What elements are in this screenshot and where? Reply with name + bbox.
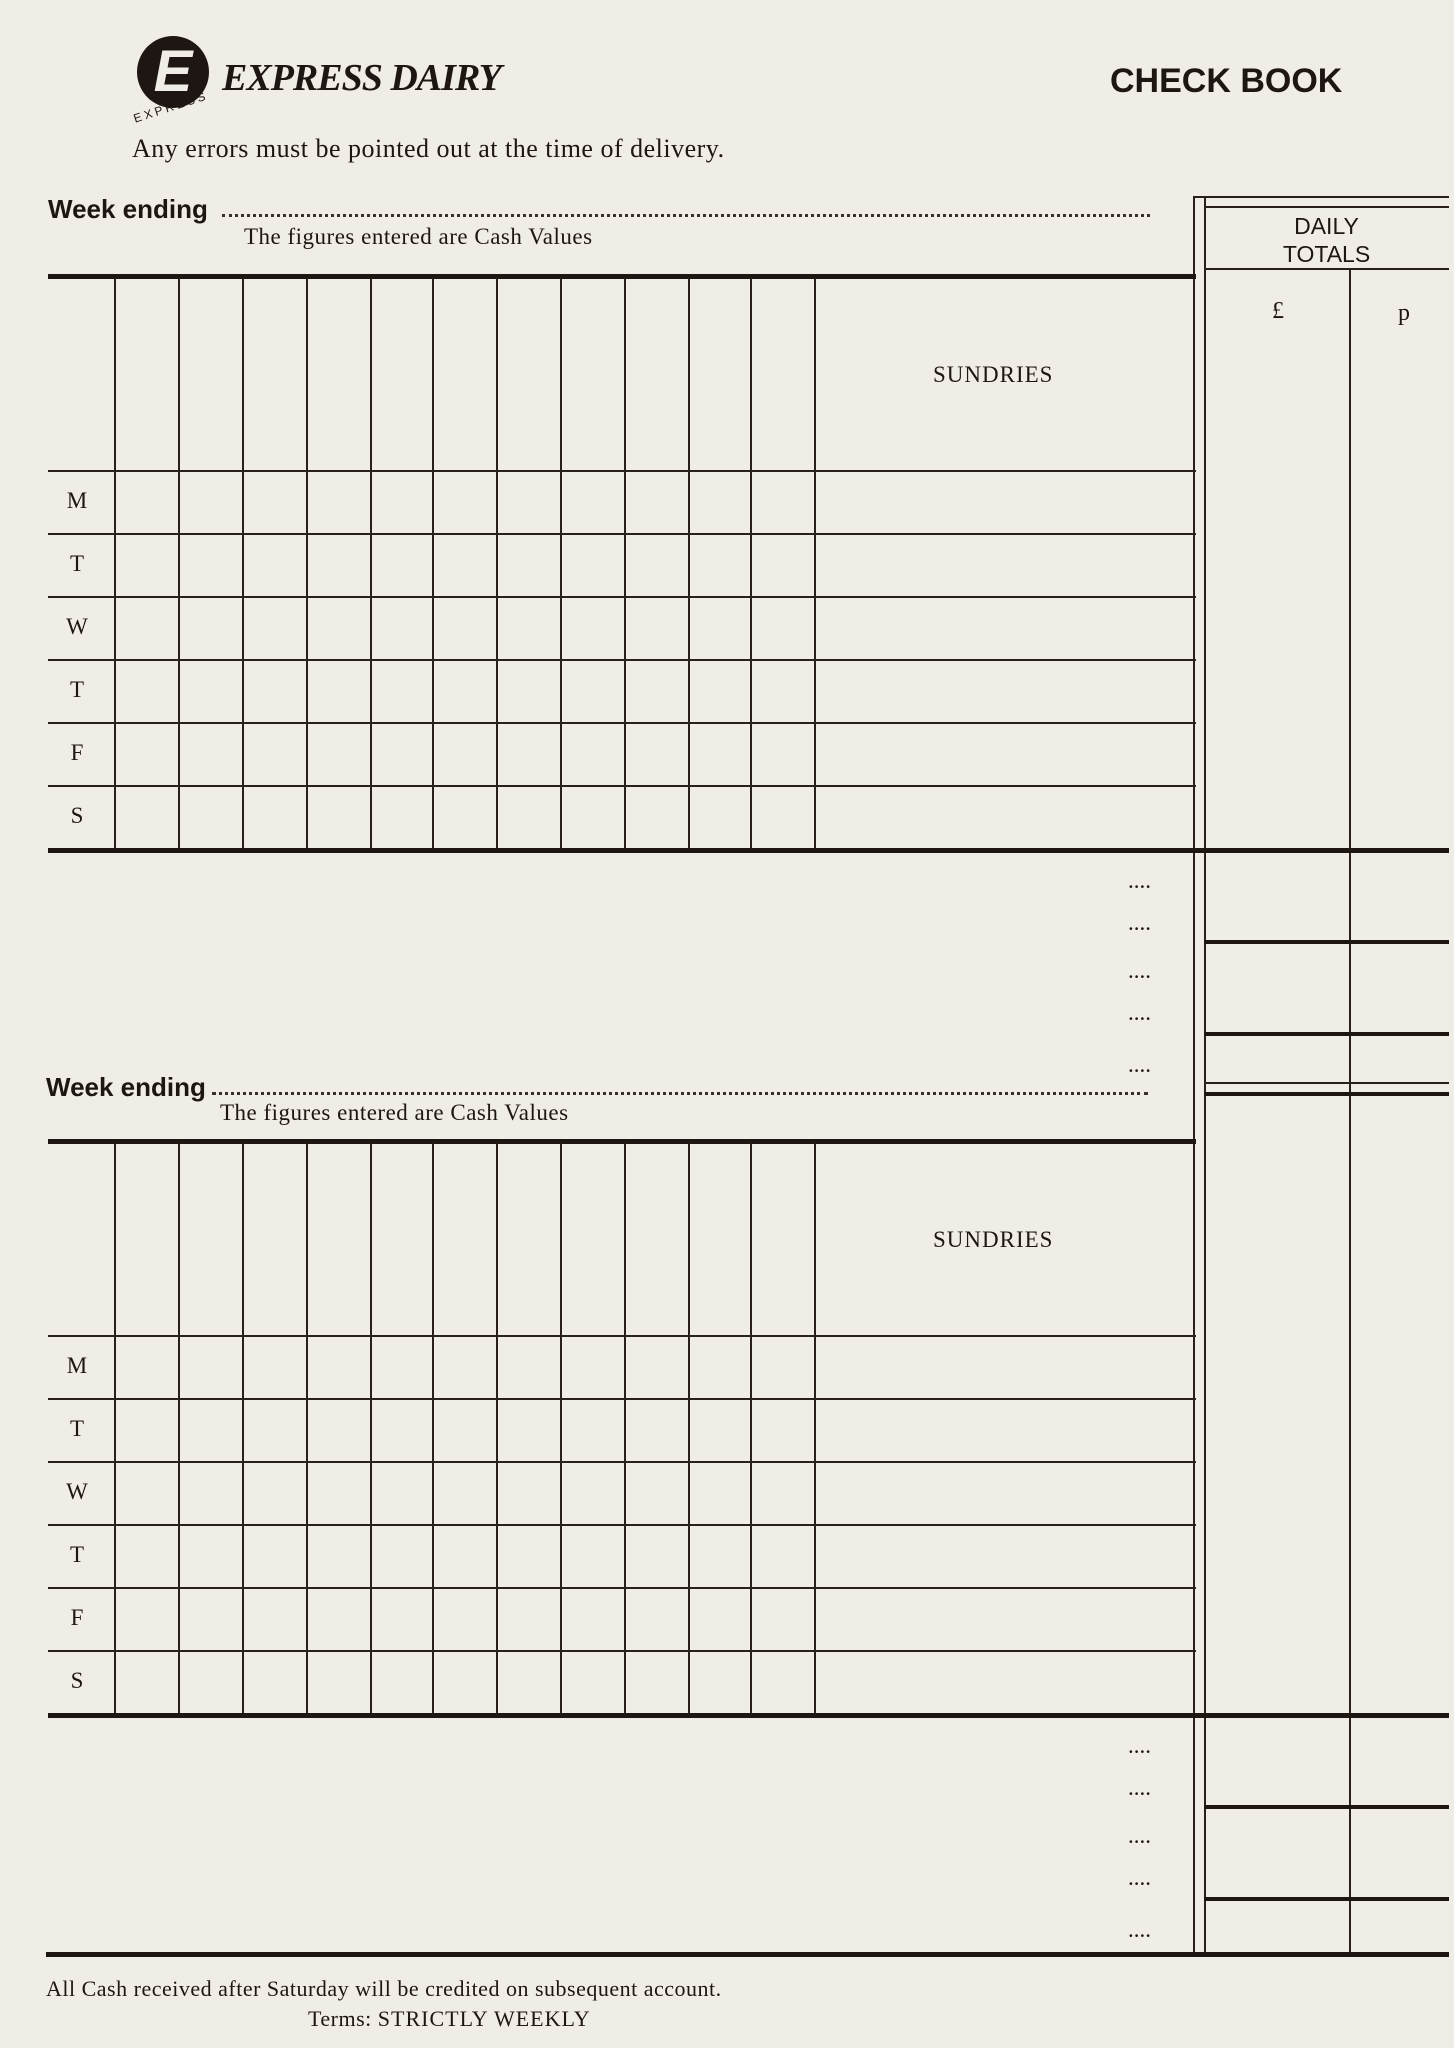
entry-cell[interactable] (560, 659, 624, 722)
daily-totals-column (1193, 196, 1449, 1956)
entry-cell[interactable] (432, 1335, 496, 1398)
entry-cell[interactable] (242, 1398, 306, 1461)
day-label-t: T (69, 1416, 85, 1441)
entry-cell[interactable] (306, 1524, 370, 1587)
entry-cell[interactable] (432, 470, 496, 533)
delivery-notice: Any errors must be pointed out at the time of delivery. (132, 134, 725, 163)
entry-cell[interactable] (496, 596, 560, 659)
pounds-pence-divider (1349, 268, 1351, 1956)
entry-cell[interactable] (624, 470, 688, 533)
entry-cell[interactable] (432, 722, 496, 785)
balance-owing-rule (1204, 1092, 1449, 1096)
entry-cell[interactable] (370, 785, 432, 848)
terms-label: Terms: (308, 2006, 372, 2031)
entry-cell[interactable] (496, 1461, 560, 1524)
entry-cell[interactable] (370, 533, 432, 596)
entry-cell[interactable] (814, 659, 1196, 722)
entry-cell[interactable] (242, 1587, 306, 1650)
entry-cell[interactable] (306, 785, 370, 848)
entry-cell[interactable] (432, 596, 496, 659)
entry-cell[interactable] (242, 1650, 306, 1713)
entry-cell[interactable] (496, 533, 560, 596)
entry-cell[interactable] (560, 1650, 624, 1713)
entry-cell[interactable] (306, 659, 370, 722)
entry-cell[interactable] (814, 1398, 1196, 1461)
entry-cell[interactable] (370, 1587, 432, 1650)
entry-cell[interactable] (750, 722, 814, 785)
entry-cell[interactable] (496, 1335, 560, 1398)
entry-cell[interactable] (814, 1524, 1196, 1587)
week-ending-field-1[interactable] (222, 214, 1150, 217)
entry-cell[interactable] (306, 722, 370, 785)
entry-cell[interactable] (432, 1587, 496, 1650)
pounds-symbol: £ (1272, 298, 1284, 324)
summary-rule-paid (1204, 1032, 1449, 1036)
entry-cell[interactable] (624, 722, 688, 785)
entry-cell[interactable] (370, 1650, 432, 1713)
entry-cell[interactable] (560, 1398, 624, 1461)
entry-cell[interactable] (624, 659, 688, 722)
entry-cell[interactable] (560, 1461, 624, 1524)
entry-cell[interactable] (114, 659, 178, 722)
entry-cell[interactable] (814, 470, 1196, 533)
entry-cell[interactable] (750, 1650, 814, 1713)
entry-cell[interactable] (560, 596, 624, 659)
entry-cell[interactable] (750, 1398, 814, 1461)
entry-cell[interactable] (624, 596, 688, 659)
footer-terms (308, 2006, 591, 2032)
entry-cell[interactable] (688, 1650, 750, 1713)
page-bottom-rule (46, 1952, 1449, 1957)
entry-cell[interactable] (306, 1398, 370, 1461)
entry-cell[interactable] (370, 1398, 432, 1461)
summary-leader: .... (1128, 1917, 1151, 1942)
entry-cell[interactable] (242, 722, 306, 785)
daily-totals-line1: DAILY (1294, 213, 1359, 239)
entry-cell[interactable] (114, 533, 178, 596)
entry-cell[interactable] (242, 470, 306, 533)
entry-cell[interactable] (688, 659, 750, 722)
entry-cell[interactable] (814, 785, 1196, 848)
entry-cell[interactable] (688, 1587, 750, 1650)
entry-cell[interactable] (814, 1587, 1196, 1650)
day-label-t: T (69, 677, 85, 702)
entry-cell[interactable] (114, 1461, 178, 1524)
entry-cell[interactable] (242, 659, 306, 722)
day-label-t: T (69, 551, 85, 576)
summary-leader: .... (1128, 1775, 1151, 1800)
entry-cell[interactable] (750, 785, 814, 848)
entry-cell[interactable] (496, 722, 560, 785)
entry-cell[interactable] (750, 1587, 814, 1650)
daily-totals-left-border-inner (1204, 196, 1206, 1956)
entry-cell[interactable] (114, 1398, 178, 1461)
cash-values-note-2: The figures entered are Cash Values (220, 1100, 569, 1125)
entry-cell[interactable] (624, 1335, 688, 1398)
day-label-t: T (69, 1542, 85, 1567)
entry-cell[interactable] (814, 533, 1196, 596)
day-label-w: W (66, 1479, 88, 1504)
entry-cell[interactable] (750, 596, 814, 659)
entry-cell[interactable] (624, 1524, 688, 1587)
entry-cell[interactable] (242, 596, 306, 659)
entry-cell[interactable] (242, 1461, 306, 1524)
entry-cell[interactable] (688, 722, 750, 785)
entry-cell[interactable] (624, 1587, 688, 1650)
entry-cell[interactable] (178, 1398, 242, 1461)
daily-totals-heading (1204, 212, 1449, 268)
daily-totals-head-divider (1204, 268, 1449, 270)
daily-totals-top-border-inner (1204, 206, 1449, 208)
logo-small-text: EXPRESS (131, 88, 210, 126)
entry-cell[interactable] (496, 470, 560, 533)
entry-cell[interactable] (750, 1461, 814, 1524)
entry-cell[interactable] (624, 533, 688, 596)
entry-cell[interactable] (242, 1524, 306, 1587)
week-ending-field-2[interactable] (212, 1092, 1148, 1095)
entry-cell[interactable] (624, 1398, 688, 1461)
day-label-s: S (70, 1668, 84, 1693)
entry-cell[interactable] (178, 1335, 242, 1398)
entry-cell[interactable] (114, 1587, 178, 1650)
entry-cell[interactable] (432, 1461, 496, 1524)
entry-cell[interactable] (688, 470, 750, 533)
entry-cell[interactable] (370, 722, 432, 785)
entry-cell[interactable] (496, 659, 560, 722)
daily-totals-top-border (1193, 196, 1449, 198)
day-label-m: M (66, 1353, 88, 1378)
entry-cell[interactable] (306, 533, 370, 596)
entry-cell[interactable] (432, 533, 496, 596)
entry-cell[interactable] (814, 1650, 1196, 1713)
entry-cell[interactable] (688, 596, 750, 659)
entry-cell[interactable] (370, 1335, 432, 1398)
pence-symbol: p (1398, 300, 1410, 326)
entry-cell[interactable] (178, 596, 242, 659)
entry-cell[interactable] (496, 1398, 560, 1461)
entry-cell[interactable] (178, 533, 242, 596)
express-dairy-logo-icon: E (137, 36, 209, 108)
entry-cell[interactable] (178, 1587, 242, 1650)
entry-cell[interactable] (750, 470, 814, 533)
entry-cell[interactable] (750, 659, 814, 722)
daily-totals-line2: TOTALS (1282, 241, 1371, 267)
summary-leader: .... (1128, 1000, 1151, 1025)
entry-cell[interactable] (178, 1461, 242, 1524)
entry-cell[interactable] (560, 533, 624, 596)
week-ending-label-1: Week ending (48, 194, 208, 224)
balance-owing-rule-thin (1204, 1082, 1449, 1084)
entry-cell[interactable] (242, 533, 306, 596)
entry-cell[interactable] (814, 596, 1196, 659)
entry-cell[interactable] (688, 533, 750, 596)
entry-cell[interactable] (688, 1524, 750, 1587)
entry-cell[interactable] (178, 1524, 242, 1587)
summary-leader: .... (1128, 1733, 1151, 1758)
summary-leader: .... (1128, 1052, 1151, 1077)
entry-cell[interactable] (560, 785, 624, 848)
day-label-f: F (70, 1605, 84, 1630)
entry-cell[interactable] (114, 470, 178, 533)
summary-leader: .... (1128, 868, 1151, 893)
entry-cell[interactable] (496, 1650, 560, 1713)
entry-cell[interactable] (242, 785, 306, 848)
sundries-label: SUNDRIES (933, 1227, 1054, 1252)
entry-cell[interactable] (370, 1461, 432, 1524)
summary-leader: .... (1128, 958, 1151, 983)
entry-cell[interactable] (306, 1587, 370, 1650)
entry-cell[interactable] (306, 1461, 370, 1524)
entry-cell[interactable] (624, 785, 688, 848)
entry-cell[interactable] (242, 1335, 306, 1398)
day-label-m: M (66, 488, 88, 513)
entry-cell[interactable] (688, 1461, 750, 1524)
grid-top-rule (48, 274, 1196, 279)
entry-cell[interactable] (306, 1650, 370, 1713)
entry-cell[interactable] (624, 1650, 688, 1713)
entry-cell[interactable] (370, 1524, 432, 1587)
entry-cell[interactable] (114, 1524, 178, 1587)
entry-cell[interactable] (432, 785, 496, 848)
entry-cell[interactable] (688, 1398, 750, 1461)
entry-cell[interactable] (114, 1335, 178, 1398)
entry-cell[interactable] (370, 596, 432, 659)
entry-cell[interactable] (750, 1335, 814, 1398)
entry-cell[interactable] (114, 722, 178, 785)
entry-cell[interactable] (306, 596, 370, 659)
entry-cell[interactable] (432, 1398, 496, 1461)
entry-cell[interactable] (178, 470, 242, 533)
week-ending-label-2: Week ending (46, 1072, 206, 1102)
entry-cell[interactable] (560, 1524, 624, 1587)
entry-cell[interactable] (688, 1335, 750, 1398)
entry-cell[interactable] (560, 1335, 624, 1398)
entry-cell[interactable] (114, 1650, 178, 1713)
entry-cell[interactable] (814, 1461, 1196, 1524)
entry-cell[interactable] (750, 533, 814, 596)
summary-leader: .... (1128, 910, 1151, 935)
entry-cell[interactable] (370, 470, 432, 533)
entry-cell[interactable] (624, 1461, 688, 1524)
sundries-label: SUNDRIES (933, 362, 1054, 387)
entry-cell[interactable] (688, 785, 750, 848)
day-label-s: S (70, 803, 84, 828)
entry-cell[interactable] (370, 659, 432, 722)
entry-cell[interactable] (306, 470, 370, 533)
entry-cell[interactable] (496, 1524, 560, 1587)
summary-leader: .... (1128, 1823, 1151, 1848)
entry-cell[interactable] (560, 470, 624, 533)
entry-cell[interactable] (178, 1650, 242, 1713)
day-label-w: W (66, 614, 88, 639)
entry-cell[interactable] (306, 1335, 370, 1398)
entry-cell[interactable] (560, 1587, 624, 1650)
summary-leader: .... (1128, 1865, 1151, 1890)
summary-rule-forward (1204, 1805, 1449, 1809)
entry-cell[interactable] (432, 659, 496, 722)
summary-rule-forward (1204, 940, 1449, 944)
grid-bottom-rule (48, 848, 1449, 853)
entry-cell[interactable] (560, 722, 624, 785)
entry-cell[interactable] (496, 785, 560, 848)
entry-cell[interactable] (496, 1587, 560, 1650)
entry-cell[interactable] (178, 785, 242, 848)
entry-cell[interactable] (432, 1650, 496, 1713)
brand-name: EXPRESS DAIRY (222, 57, 501, 99)
summary-rule-paid (1204, 1897, 1449, 1901)
terms-value: STRICTLY WEEKLY (377, 2006, 591, 2031)
entry-cell[interactable] (178, 659, 242, 722)
page-title: CHECK BOOK (1110, 62, 1343, 100)
cash-values-note-1: The figures entered are Cash Values (244, 224, 593, 249)
entry-cell[interactable] (814, 722, 1196, 785)
footer-cash-note: All Cash received after Saturday will be credited on subsequent account. (46, 1976, 722, 2001)
grid-bottom-rule (48, 1713, 1449, 1718)
entry-cell[interactable] (114, 596, 178, 659)
entry-cell[interactable] (750, 1524, 814, 1587)
entry-cell[interactable] (178, 722, 242, 785)
entry-cell[interactable] (114, 785, 178, 848)
entry-cell[interactable] (432, 1524, 496, 1587)
grid-top-rule (48, 1139, 1196, 1144)
entry-cell[interactable] (814, 1335, 1196, 1398)
day-label-f: F (70, 740, 84, 765)
